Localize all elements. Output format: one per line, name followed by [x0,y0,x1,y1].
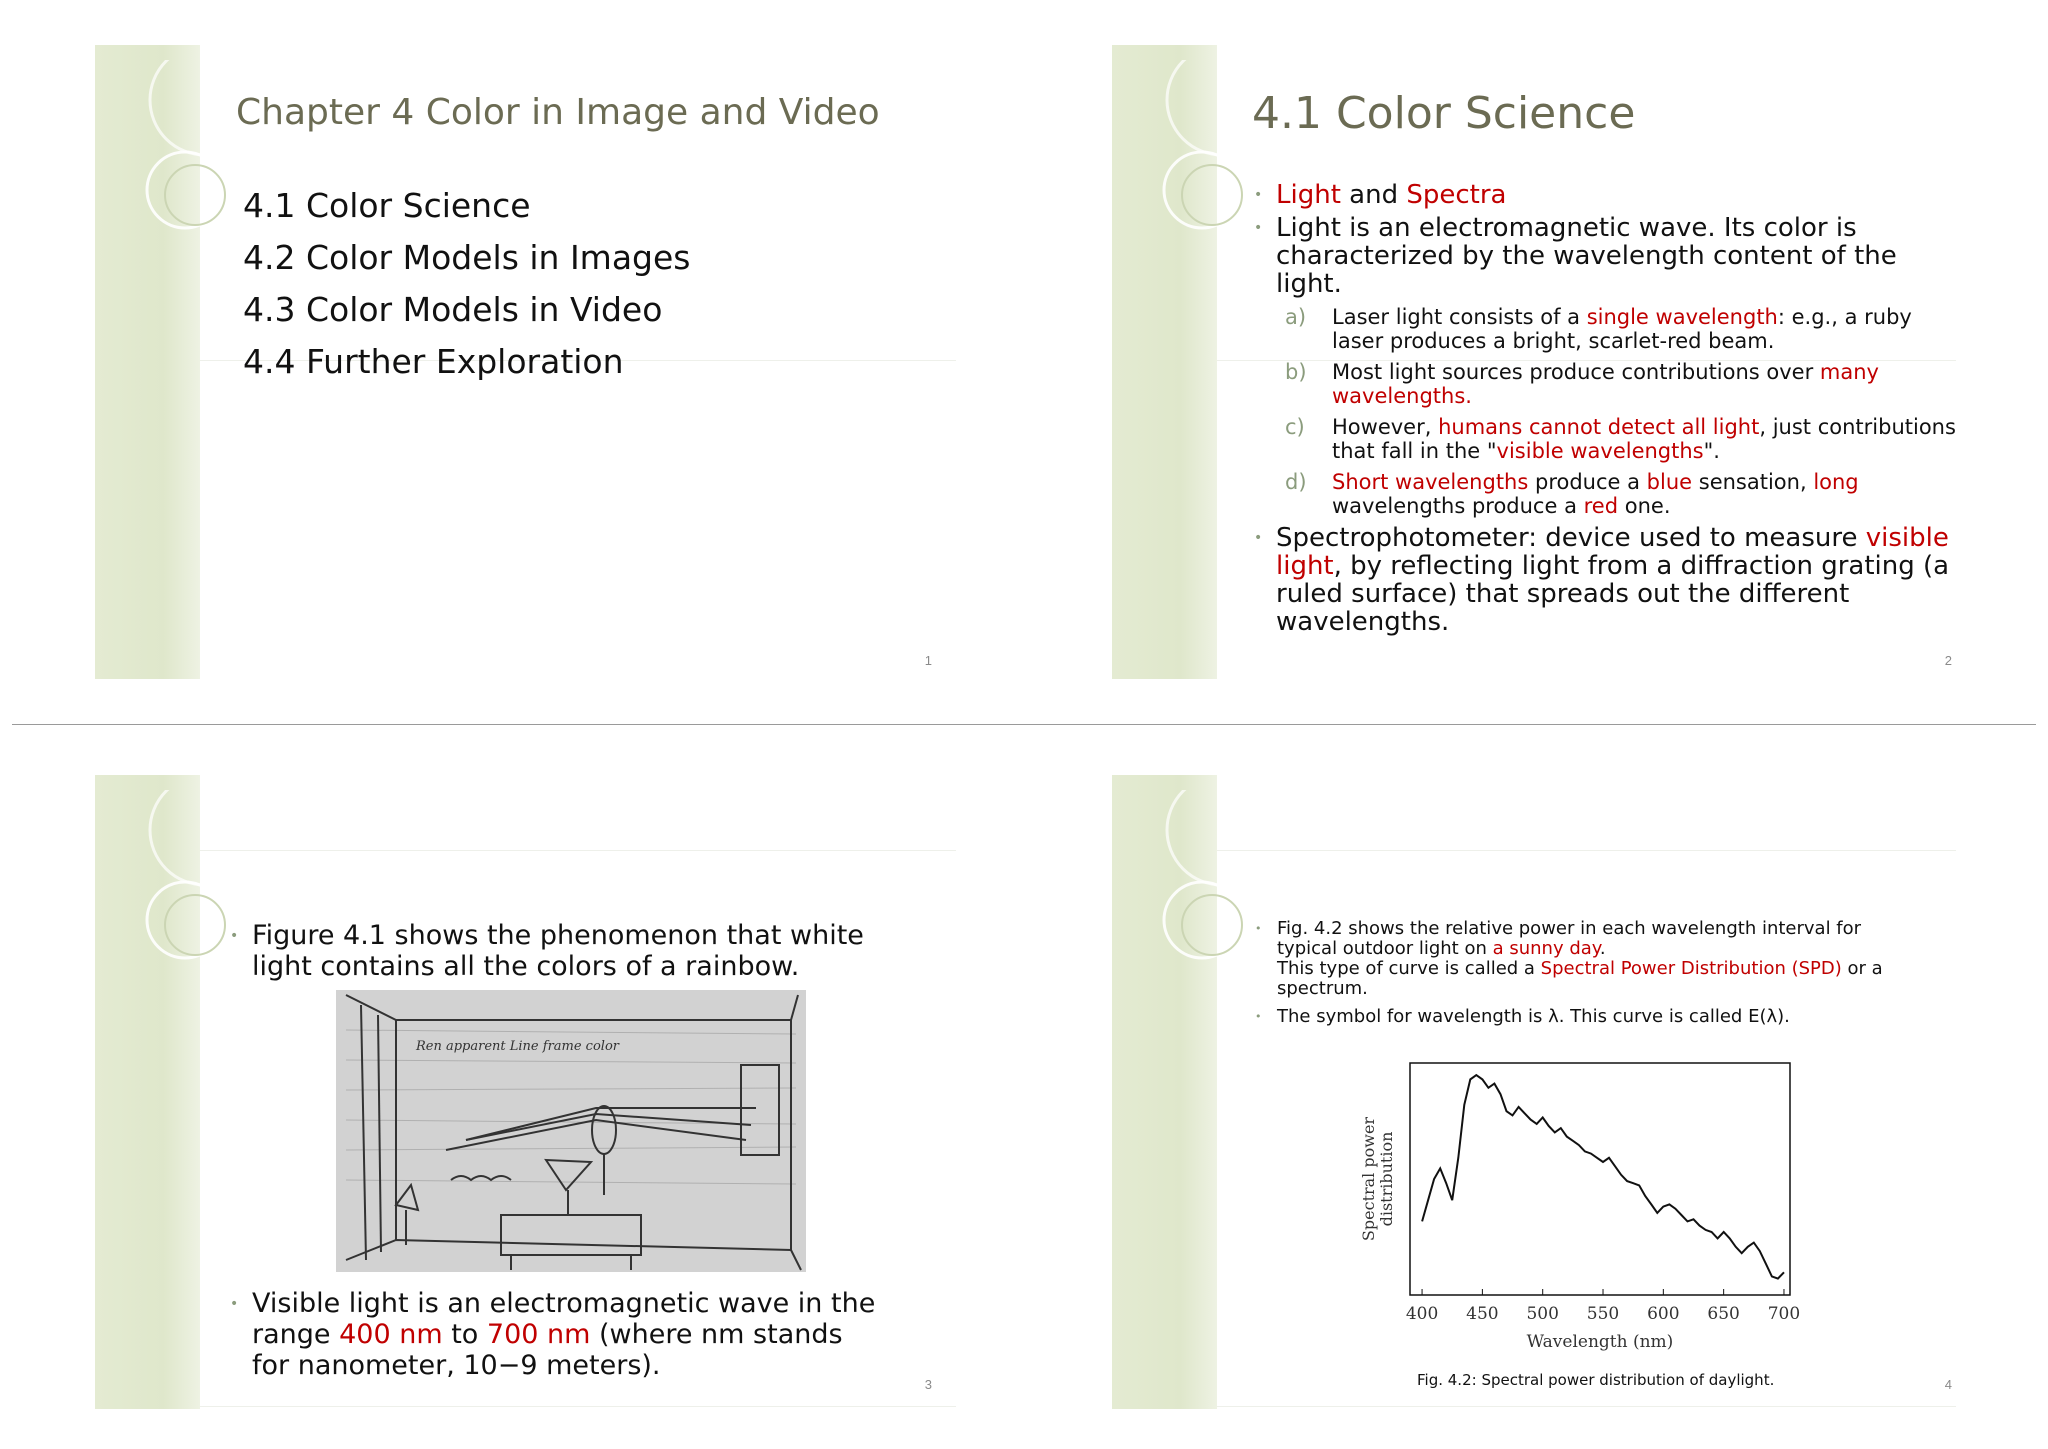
list-item: • Figure 4.1 shows the phenomenon that white light contains all the colors of a rainbow. [230,920,864,982]
list-item [1276,470,1968,518]
slide-1[interactable] [12,0,1036,724]
bullet-list [224,920,884,982]
toc-item: 4.2 Color Models in Images [243,238,691,277]
slide-title: 4.1 Color Science [1252,88,1636,139]
rule-line [200,1406,956,1407]
bullet-text: 700 nm [486,1319,591,1350]
item-text: Laser light consists of a [1332,305,1587,329]
toc-item: 4.3 Color Models in Video [243,290,663,329]
list-item: • Light is an electromagnetic wave. Its color is characterized by the wavelength content of the light. a) Laser light consists of a single wavelength: e.g., a ruby laser produces a bright, scarlet-red beam. b) Most light sources produce contributions over many wavelengths. c) However, humans cannot detect all light, just contributions that fall in the "visible wavelengths". d) Short wavelengths produce a blue sensation, long wavelengths produce a red one. [1248,214,1968,518]
rule-line [1217,1406,1956,1407]
slide-number: 1 [924,653,932,668]
slide-2[interactable] [1024,0,2036,724]
item-text: sensation, [1692,470,1814,494]
toc-item: 4.1 Color Science [243,186,531,225]
figure-caption: Fig. 4.2: Spectral power distribution of daylight. [1417,1371,1775,1389]
list-marker: a) [1285,305,1307,329]
list-item [1276,305,1968,353]
bullet-text: Spectra [1406,180,1507,210]
bullet-text: Spectral Power Distribution (SPD) [1540,958,1842,979]
table-of-contents [243,180,691,388]
circle-ornament-icon [110,790,230,970]
slide-title: Chapter 4 Color in Image and Video [236,92,880,133]
series-line [1422,1075,1784,1279]
newton-prism-sketch-image [336,990,806,1272]
bullet-text: visible light [1276,523,1949,581]
bullet-text: This type of curve is called a [1277,958,1541,979]
list-marker: d) [1285,470,1307,494]
bullet-text: 400 nm [339,1319,443,1350]
x-tick-label: 400 [1405,1304,1439,1324]
bullet-text: . [1599,938,1606,959]
list-item: • The symbol for wavelength is λ. This curve is called E(λ). [1255,1006,1790,1027]
bullet-text: to [442,1319,487,1350]
list-item: • Light and Spectra [1254,180,1507,210]
item-text: many wavelengths. [1332,360,1879,408]
spd-chart [1340,1055,1810,1355]
item-text: , just contributions that fall in the " [1332,415,1956,463]
item-text: red [1583,494,1619,518]
list-item: • Visible light is an electromagnetic wave in the range 400 nm to 700 nm (where nm stands for nanometer, 10−9 meters). [230,1288,876,1381]
sketch-handwriting: Ren apparent Line frame color [416,1039,619,1054]
slide-number: 3 [924,1377,932,1392]
x-tick-label: 600 [1647,1304,1680,1324]
y-axis-label: Spectral powerdistribution [1359,1116,1396,1242]
item-text: single wavelength [1586,305,1778,329]
bullet-text: and [1340,180,1407,210]
list-item [1276,415,1968,463]
x-tick-label: 450 [1466,1304,1499,1324]
bullet-text: a sunny day [1492,938,1600,959]
slide-number: 2 [1944,653,1952,668]
x-tick-label: 550 [1586,1304,1620,1324]
bullet-list [1248,178,1968,636]
bullet-text: Visible light is an electromagnetic wave in the range [252,1288,876,1350]
bullet-text: Figure 4.1 shows the phenomenon that white light contains all the colors of a rainbow. [252,920,864,982]
item-text: long [1813,470,1859,494]
bullet-text: , by reflecting light from a diffraction grating (a ruled surface) that spreads out the different wavelengths. [1276,551,1950,637]
list-item [1276,360,1968,408]
bullet-text: Light [1276,180,1341,210]
item-text: visible wavelengths [1496,439,1704,463]
item-text: produce a [1528,470,1647,494]
bullet-text: or a spectrum. [1277,958,1883,999]
bullet-text: The symbol for wavelength is λ. This curve is called E(λ). [1277,1006,1790,1027]
item-text: Short wavelengths [1332,470,1529,494]
item-text: humans cannot detect all light [1438,415,1760,439]
toc-item: 4.4 Further Exploration [243,342,624,381]
sub-list [1276,305,1968,518]
list-item: • Spectrophotometer: device used to measure visible light, by reflecting light from a diffraction grating (a ruled surface) that spreads out the different wavelengths. [1254,523,1950,637]
list-marker: b) [1285,360,1307,384]
bullet-text: Spectrophotometer: device used to measure [1276,523,1866,553]
rule-line [200,850,956,851]
plot-frame [1410,1063,1790,1295]
list-marker: c) [1285,415,1305,439]
item-text: ". [1703,439,1720,463]
item-text: wavelengths produce a [1332,494,1584,518]
circle-ornament-icon [1127,790,1247,970]
list-item: • Fig. 4.2 shows the relative power in each wavelength interval for typical outdoor light on a sunny day. This type of curve is called a Spectral Power Distribution (SPD) or a spectrum. [1255,918,1883,999]
bullet-text: Fig. 4.2 shows the relative power in each wavelength interval for typical outdoor light on [1277,918,1862,959]
x-axis-label: Wavelength (nm) [1526,1332,1674,1352]
bullet-text: (where nm stands for nanometer, 10−9 meters). [252,1319,843,1381]
item-text: However, [1332,415,1439,439]
item-text: one. [1618,494,1671,518]
rule-line [1217,850,1956,851]
x-tick-label: 650 [1707,1304,1740,1324]
circle-ornament-icon [110,60,230,240]
circle-ornament-icon [1127,60,1247,240]
item-text: Most light sources produce contributions over [1332,360,1820,384]
item-text: : e.g., a ruby laser produces a bright, scarlet-red beam. [1332,305,1912,353]
x-tick-label: 500 [1526,1304,1559,1324]
slide-number: 4 [1944,1377,1952,1392]
bullet-list [224,1288,884,1381]
bullet-text: Light is an electromagnetic wave. Its color is characterized by the wavelength content of the light. [1276,213,1897,299]
item-text: blue [1646,470,1693,494]
x-tick-label: 700 [1767,1304,1801,1324]
bullet-list [1249,919,1909,1027]
